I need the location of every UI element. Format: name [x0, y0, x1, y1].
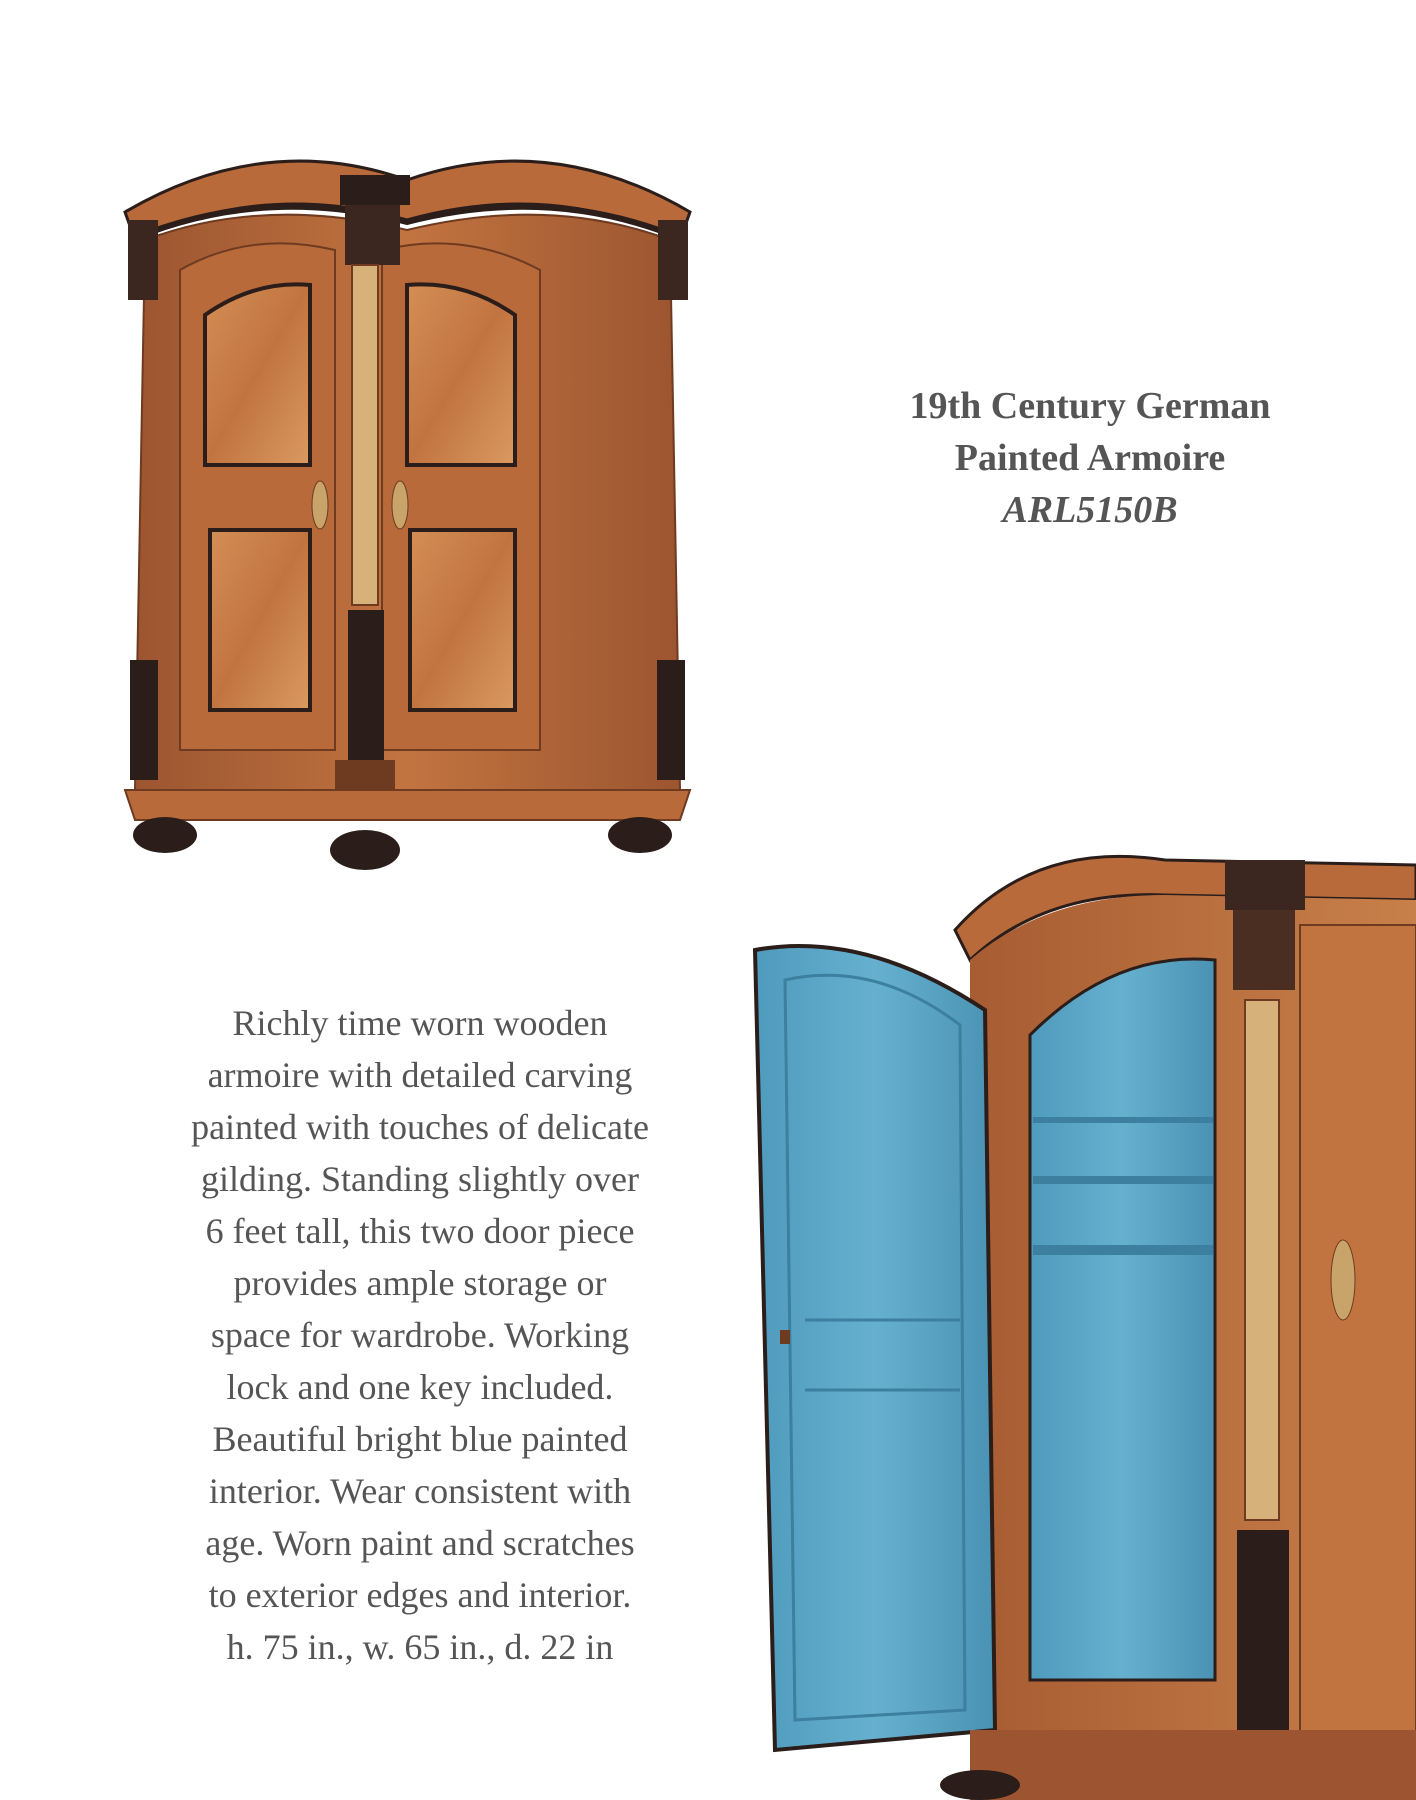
armoire-closed-photo — [120, 150, 695, 870]
description-line: 6 feet tall, this two door piece — [205, 1211, 635, 1251]
product-title — [840, 380, 1340, 536]
description-line: Beautiful bright blue painted — [212, 1419, 628, 1459]
description-line: lock and one key included. — [226, 1367, 614, 1407]
description-line: gilding. Standing slightly over — [201, 1159, 639, 1199]
product-description — [150, 997, 690, 1673]
description-line: h. 75 in., w. 65 in., d. 22 in — [226, 1627, 614, 1667]
title-line-2: Painted Armoire — [954, 437, 1226, 479]
description-line: painted with touches of delicate — [191, 1107, 649, 1147]
description-line: space for wardrobe. Working — [210, 1315, 630, 1355]
description-line: Richly time worn wooden — [232, 1003, 608, 1043]
armoire-open-photo — [745, 850, 1416, 1800]
description-line: interior. Wear consistent with — [208, 1471, 632, 1511]
description-line: armoire with detailed carving — [207, 1055, 633, 1095]
description-line: age. Worn paint and scratches — [205, 1523, 635, 1563]
title-line-1: 19th Century German — [909, 385, 1271, 427]
description-line: provides ample storage or — [233, 1263, 607, 1303]
description-line: to exterior edges and interior. — [208, 1575, 632, 1615]
product-sku: ARL5150B — [1002, 489, 1178, 531]
